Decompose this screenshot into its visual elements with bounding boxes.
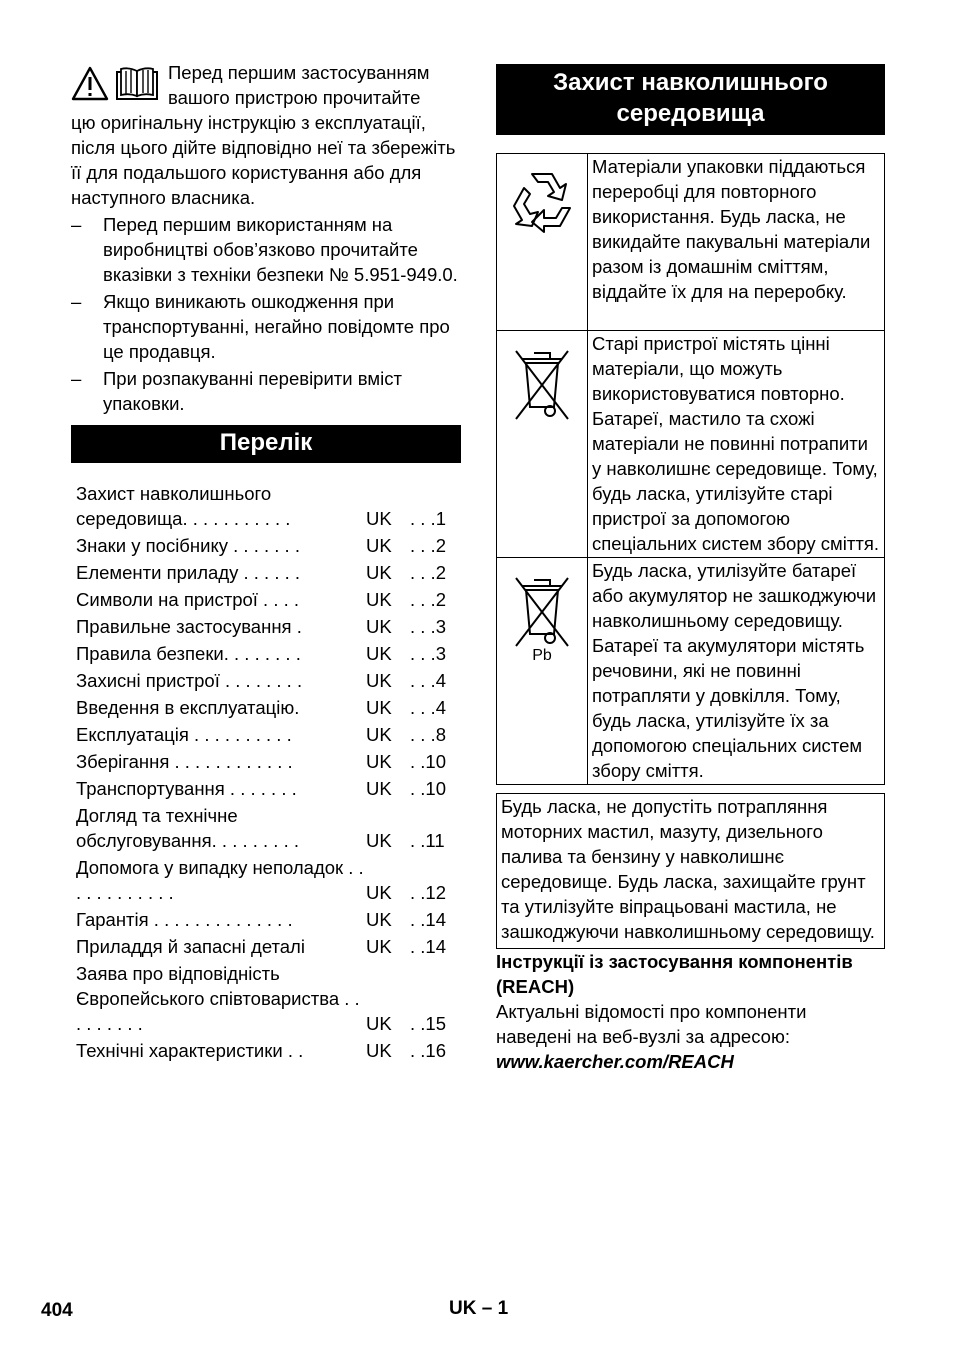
toc-row[interactable] bbox=[76, 481, 460, 531]
toc-row[interactable] bbox=[76, 587, 460, 612]
toc-title: Транспортування . . . . . . . bbox=[76, 778, 297, 799]
dash: – bbox=[71, 214, 82, 235]
toc-row[interactable] bbox=[76, 1038, 460, 1063]
dash: – bbox=[71, 291, 82, 312]
reach-title: Інструкції із застосування компонентів (REACH) bbox=[496, 951, 853, 997]
toc-lang: UK bbox=[366, 1040, 392, 1061]
toc-page: . .10 bbox=[410, 751, 446, 772]
toc-lang: UK bbox=[366, 643, 392, 664]
left-column bbox=[71, 60, 461, 1065]
toc-page: . .14 bbox=[410, 936, 446, 957]
toc-row[interactable] bbox=[76, 907, 460, 932]
list-item bbox=[71, 212, 461, 287]
icon-cell bbox=[497, 558, 588, 785]
warning-manual-icon bbox=[71, 66, 163, 102]
toc-page: . .11 bbox=[410, 830, 445, 851]
toc-row[interactable] bbox=[76, 749, 460, 774]
table-row bbox=[497, 558, 885, 785]
crossed-bin-pb-icon bbox=[512, 572, 572, 650]
toc-lang: UK bbox=[366, 562, 392, 583]
toc-row[interactable] bbox=[76, 722, 460, 747]
bullet-text: При розпакуванні перевірити вміст упаковки. bbox=[103, 368, 402, 414]
page-number: 404 bbox=[41, 1300, 73, 1321]
list-item bbox=[71, 366, 461, 416]
intro-bullets bbox=[71, 212, 461, 416]
toc-title: Захисні пристрої . . . . . . . . bbox=[76, 670, 303, 691]
toc-row[interactable] bbox=[76, 961, 460, 1036]
toc-title: Правильне застосування . bbox=[76, 616, 302, 637]
table-row bbox=[497, 331, 885, 558]
toc-page: . .15 bbox=[410, 1013, 446, 1034]
toc-lang: UK bbox=[366, 830, 392, 851]
toc-lang: UK bbox=[366, 1013, 392, 1034]
toc-page: . . .2 bbox=[410, 562, 446, 583]
toc-lang: UK bbox=[366, 589, 392, 610]
environment-table bbox=[496, 153, 885, 785]
environment-text-cell: Матеріали упаковки піддаються переробці для повторного використання. Будь ласка, не викидайте пакувальні матеріали разом із домашнім сміттям, віддайте їх для на переробку. bbox=[588, 154, 885, 331]
icon-cell bbox=[497, 154, 588, 331]
intro-rest: цю оригінальну інструкцію з експлуатації, після цього дійте відповідно неї та збережіть її для подальшого користування або для наступного власника. bbox=[71, 112, 456, 208]
toc-page: . . .2 bbox=[410, 535, 446, 556]
environment-heading: Захист навколишнього середовища bbox=[496, 64, 885, 135]
toc-lang: UK bbox=[366, 697, 392, 718]
toc-lang: UK bbox=[366, 909, 392, 930]
recycle-icon bbox=[504, 166, 580, 246]
reach-url-link[interactable]: www.kaercher.com/REACH bbox=[496, 1051, 734, 1072]
toc-row[interactable] bbox=[76, 695, 460, 720]
toc-lang: UK bbox=[366, 778, 392, 799]
icon-cell bbox=[497, 331, 588, 558]
toc-page: . .10 bbox=[410, 778, 446, 799]
toc-heading: Перелік bbox=[71, 425, 461, 463]
toc-row[interactable] bbox=[76, 641, 460, 666]
intro-section bbox=[71, 60, 461, 416]
toc-title: Знаки у посібнику . . . . . . . bbox=[76, 535, 300, 556]
toc-row[interactable] bbox=[76, 560, 460, 585]
toc-title: Зберігання . . . . . . . . . . . . bbox=[76, 751, 293, 772]
dash: – bbox=[71, 368, 82, 389]
table-row bbox=[497, 154, 885, 331]
bullet-text: Якщо виникають ошкодження при транспортуванні, негайно повідомте про це продавця. bbox=[103, 291, 450, 362]
toc-title: Допомога у випадку неполадок . . . . . . . . . . . . bbox=[76, 857, 364, 903]
toc-page: . . .3 bbox=[410, 616, 446, 637]
toc-title: Символи на пристрої . . . . bbox=[76, 589, 300, 610]
toc-lang: UK bbox=[366, 724, 392, 745]
toc-title: Приладдя й запасні деталі bbox=[76, 936, 305, 957]
toc-title: Заява про відповідність Європейського співтовариства . . . . . . . . . bbox=[76, 963, 360, 1034]
toc-page: . . .2 bbox=[410, 589, 446, 610]
table-of-contents bbox=[76, 481, 460, 1063]
toc-row[interactable] bbox=[76, 855, 460, 905]
intro-line-1: Перед першим застосуванням bbox=[168, 62, 430, 83]
pb-label: Pb bbox=[532, 647, 552, 664]
toc-row[interactable] bbox=[76, 668, 460, 693]
toc-row[interactable] bbox=[76, 776, 460, 801]
toc-lang: UK bbox=[366, 616, 392, 637]
toc-lang: UK bbox=[366, 670, 392, 691]
section-page-code: UK – 1 bbox=[449, 1298, 509, 1319]
toc-row[interactable] bbox=[76, 614, 460, 639]
toc-row[interactable] bbox=[76, 934, 460, 959]
toc-row[interactable] bbox=[76, 533, 460, 558]
toc-lang: UK bbox=[366, 882, 392, 903]
toc-page: . . .4 bbox=[410, 697, 446, 718]
toc-page: . . .4 bbox=[410, 670, 446, 691]
toc-lang: UK bbox=[366, 508, 392, 529]
toc-title: Технічні характеристики . . bbox=[76, 1040, 304, 1061]
toc-page: . .14 bbox=[410, 909, 446, 930]
toc-title: Елементи приладу . . . . . . bbox=[76, 562, 301, 583]
toc-title: Захист навколишнього середовища. . . . . . . . . . . bbox=[76, 483, 291, 529]
reach-text: Актуальні відомості про компоненти наведені на веб-вузлі за адресою: bbox=[496, 1001, 807, 1047]
toc-page: . .16 bbox=[410, 1040, 446, 1061]
toc-lang: UK bbox=[366, 936, 392, 957]
right-column bbox=[496, 64, 885, 1074]
environment-text-cell: Будь ласка, утилізуйте батареї або акумулятор не зашкоджуючи навколишньому середовищу. Батареї та акумулятори містять речовини, які не повинні потрапляти у довкілля. Тому, будь ласка, утилізуйте їх за допомогою спеціальних систем збору сміття. bbox=[588, 558, 885, 785]
toc-lang: UK bbox=[366, 751, 392, 772]
intro-line-2: вашого пристрою прочитайте bbox=[168, 87, 421, 108]
toc-row[interactable] bbox=[76, 803, 460, 853]
toc-lang: UK bbox=[366, 535, 392, 556]
toc-title: Експлуатація . . . . . . . . . . bbox=[76, 724, 292, 745]
toc-page: . .12 bbox=[410, 882, 446, 903]
environment-text-cell: Старі пристрої містять цінні матеріали, що можуть використовуватися повторно. Батареї, мастило та схожі матеріали не повинні потрапити у навколишнє середовище. Тому, будь ласка, утилізуйте старі пристрої за допомогою спеціальних систем збору сміття. bbox=[588, 331, 885, 558]
toc-title: Гарантія . . . . . . . . . . . . . . bbox=[76, 909, 293, 930]
toc-title: Введення в експлуатацію. bbox=[76, 697, 300, 718]
crossed-bin-icon bbox=[512, 345, 572, 423]
toc-page: . . .8 bbox=[410, 724, 446, 745]
toc-page: . . .1 bbox=[410, 508, 446, 529]
toc-title: Правила безпеки. . . . . . . . bbox=[76, 643, 301, 664]
list-item bbox=[71, 289, 461, 364]
toc-title: Догляд та технічне обслуговування. . . . . . . . . bbox=[76, 805, 300, 851]
toc-page: . . .3 bbox=[410, 643, 446, 664]
bullet-text: Перед першим використанням на виробництві обов’язково прочитайте вказівки з техніки безпеки № 5.951-949.0. bbox=[103, 214, 458, 285]
oil-note-box: Будь ласка, не допустіть потрапляння моторних мастил, мазуту, дизельного палива та бензину у навколишнє середовище. Будь ласка, захищайте грунт та утилізуйте віпрацьовані мастила, не зашкоджуючи навколишньому середовищу. bbox=[496, 793, 885, 949]
